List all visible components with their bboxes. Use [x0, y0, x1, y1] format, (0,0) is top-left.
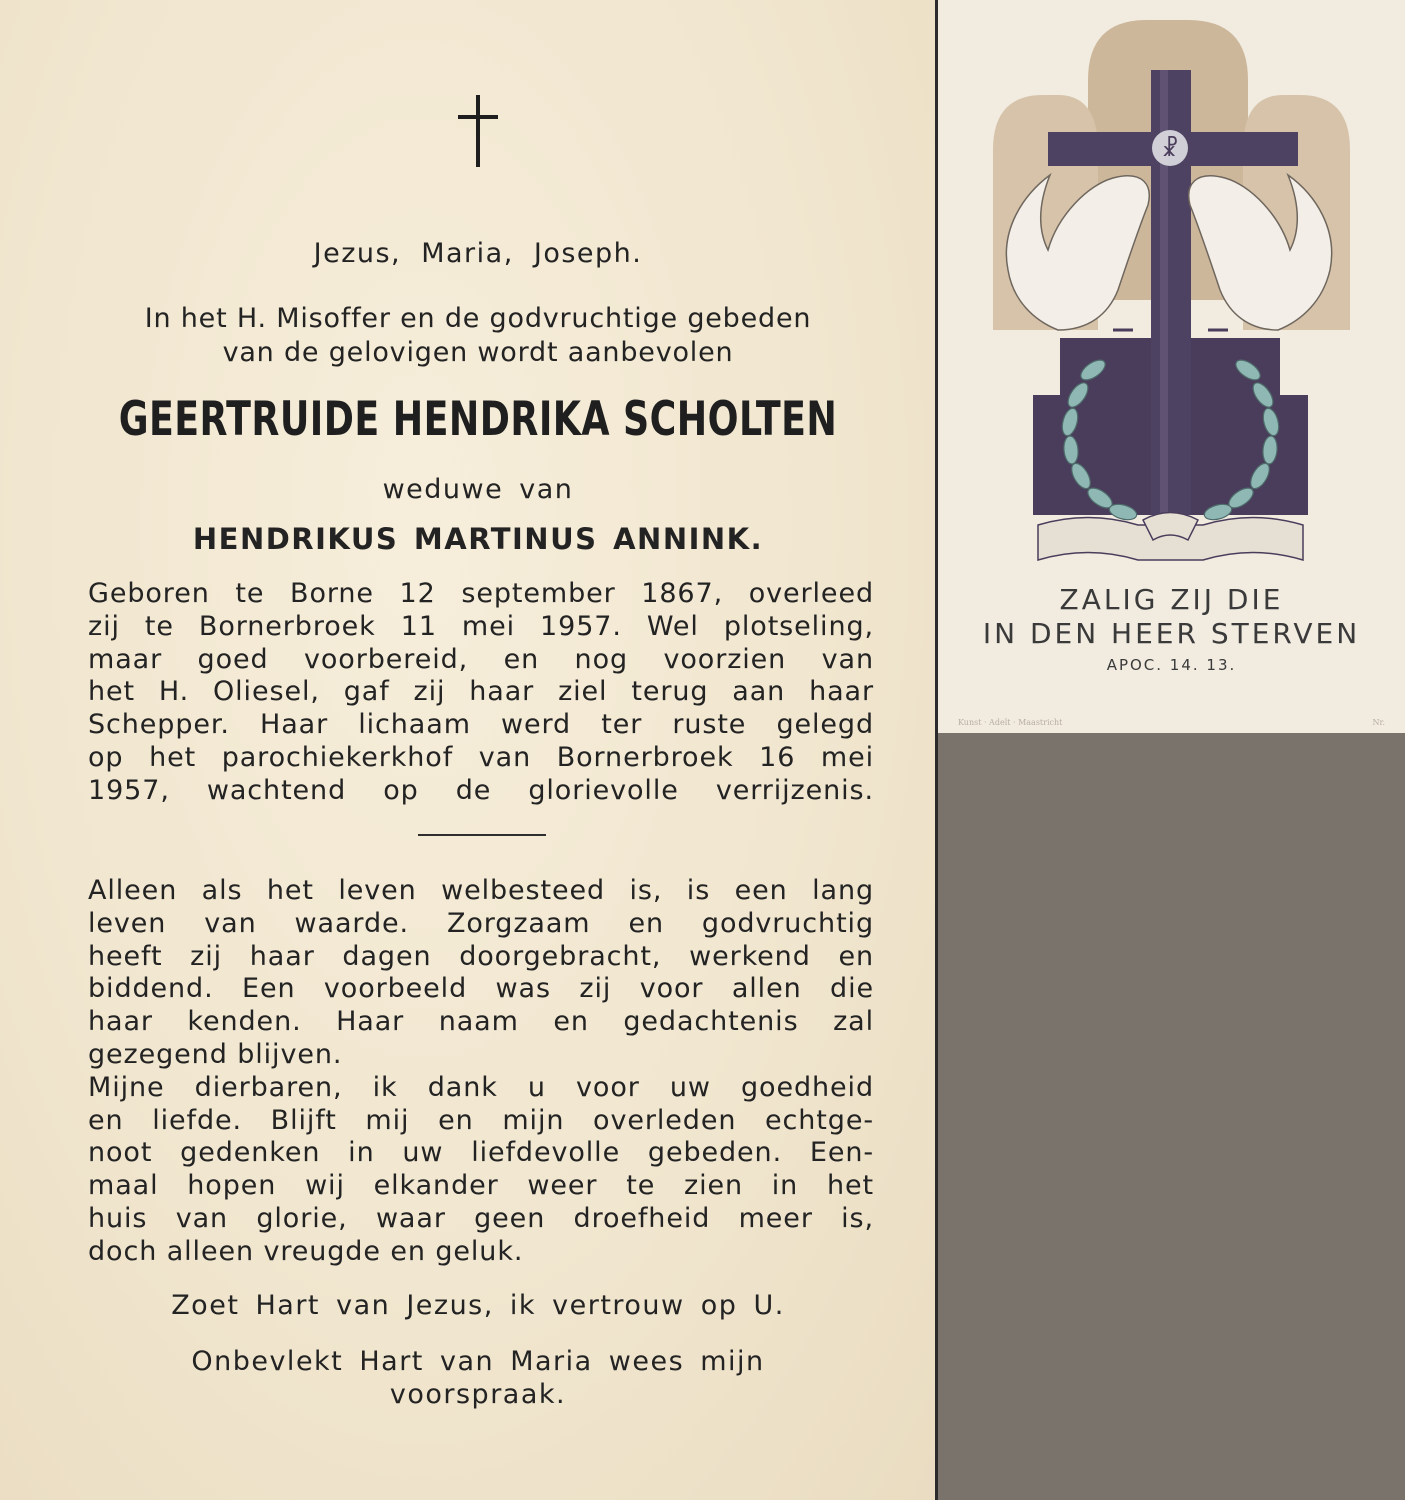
biography-line: 1957, wachtend op de glorievolle verrijzenis. [88, 774, 874, 806]
prayer-sacred-heart: Zoet Hart van Jezus, ik vertrouw op U. [171, 1290, 785, 1321]
scripture-reference: APOC. 14. 13. [1106, 656, 1237, 674]
memorial-line: Alleen als het leven welbesteed is, is een lang [88, 875, 874, 906]
widow-of-label: weduwe van [382, 474, 574, 505]
scripture-quote-line: IN DEN HEER STERVEN [982, 617, 1361, 650]
memorial-text [88, 875, 874, 1269]
invocation: Jezus, Maria, Joseph. [313, 238, 643, 269]
prayer-line: voorspraak. [389, 1379, 567, 1410]
biography-line: maar goed voorbereid, en nog voorzien van [88, 643, 874, 675]
biography-line: Geboren te Borne 12 september 1867, overleed [88, 578, 874, 609]
divider [418, 834, 546, 836]
biography-line: zij te Bornerbroek 11 mei 1957. Wel plotseling, [88, 610, 874, 642]
prayer-line: Onbevlekt Hart van Maria wees mijn [191, 1346, 765, 1377]
memorial-line: en liefde. Blijft mij en mijn overleden echtge- [88, 1104, 874, 1136]
biography-line: op het parochiekerkhof van Bornerbroek 16 mei [88, 741, 874, 773]
memorial-line: Mijne dierbaren, ik dank u voor uw goedheid [88, 1071, 874, 1103]
recommendation [60, 302, 896, 370]
prayer-card-image [938, 0, 1405, 733]
cross-doves-wreath-illustration [938, 0, 1405, 580]
svg-text:☧: ☧ [1161, 137, 1179, 162]
prayer-immaculate-heart [60, 1345, 896, 1411]
cross-icon [458, 95, 498, 167]
printer-imprint: Kunst · Adelt · Maastricht [958, 718, 1063, 727]
memorial-line: biddend. Een voorbeeld was zij voor allen die [88, 973, 874, 1005]
biography-line: Schepper. Haar lichaam werd ter ruste gelegd [88, 709, 874, 741]
biography [88, 578, 874, 808]
recommendation-line: In het H. Misoffer en de godvruchtige gebeden [144, 303, 812, 334]
printer-number: Nr. [1372, 718, 1385, 727]
memorial-line: gezegend blijven. [88, 1038, 343, 1070]
biography-line: het H. Oliesel, gaf zij haar ziel terug aan haar [88, 676, 874, 708]
memorial-line: heeft zij haar dagen doorgebracht, werkend en [88, 940, 874, 972]
husband-name: HENDRIKUS MARTINUS ANNINK. [192, 522, 764, 556]
ribbon-banner-icon [1038, 513, 1303, 561]
memorial-line: maal hopen wij elkander weer te zien in het [88, 1170, 874, 1202]
scripture-quote-line: ZALIG ZIJ DIE [1059, 583, 1284, 616]
memorial-line: noot gedenken in uw liefdevolle gebeden. Een- [88, 1137, 874, 1169]
deceased-name: GEERTRUIDE HENDRIKA SCHOLTEN [118, 392, 838, 447]
recommendation-line: van de gelovigen wordt aanbevolen [222, 337, 734, 368]
memorial-line: leven van waarde. Zorgzaam en godvruchtig [88, 907, 874, 939]
memorial-line: huis van glorie, waar geen droefheid meer is, [88, 1202, 874, 1234]
memorial-line: doch alleen vreugde en geluk. [88, 1235, 524, 1267]
memorial-line: haar kenden. Haar naam en gedachtenis zal [88, 1006, 874, 1038]
